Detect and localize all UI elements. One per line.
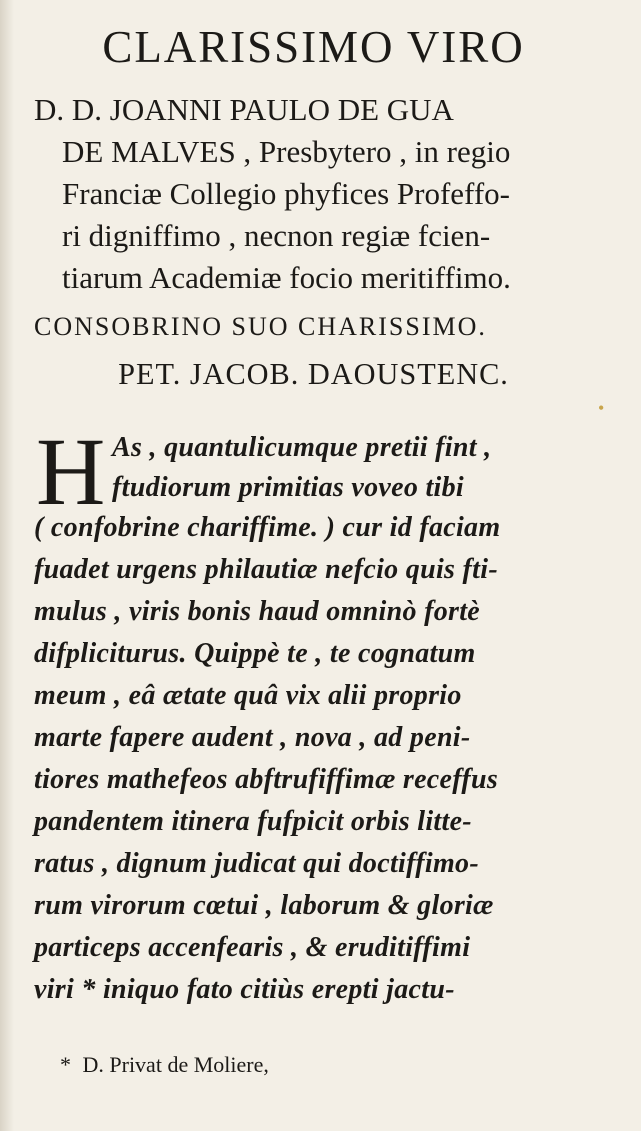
body-line: meum , eâ ætate quâ vix alii proprio xyxy=(34,680,462,711)
address-line-4: ri digniffimo , necnon regiæ fcien- xyxy=(62,218,491,253)
body-line: ( confobrine chariffime. ) cur id faciam xyxy=(34,512,501,543)
footnote-text: D. Privat de Moliere, xyxy=(82,1052,269,1077)
footnote xyxy=(60,1052,269,1078)
body-line: mulus , viris bonis haud omninò fortè xyxy=(34,596,481,627)
address-line-3: Franciæ Collegio phyfices Profeffo- xyxy=(62,176,510,211)
body-line: particeps accenfearis , & eruditiffimi xyxy=(34,932,471,963)
dedicator-line: CONSOBRINO SUO CHARISSIMO. xyxy=(34,312,487,341)
address-line-1: D. D. JOANNI PAULO DE GUA xyxy=(34,92,454,127)
body-line: tiores mathefeos abftrufiffimæ receffus xyxy=(34,764,499,795)
body-line: marte fapere audent , nova , ad peni- xyxy=(34,722,471,753)
drop-capital: H xyxy=(36,418,106,525)
body-line: viri * iniquo fato citiùs erepti jactu- xyxy=(34,974,455,1005)
page-gutter-shadow xyxy=(0,0,14,1131)
author-name: PET. JACOB. DAOUSTENC. xyxy=(118,356,509,391)
address-line-2: DE MALVES , Presbytero , in regio xyxy=(62,134,511,169)
body-line: ftudiorum primitias voveo tibi xyxy=(112,472,465,503)
body-line: pandentem itinera fufpicit orbis litte- xyxy=(34,806,472,837)
body-line: As , quantulicumque pretii fint , xyxy=(112,432,492,463)
body-line: ratus , dignum judicat qui doctiffimo- xyxy=(34,848,479,879)
footnote-marker: * xyxy=(60,1052,71,1077)
address-line-5: tiarum Academiæ focio meritiffimo. xyxy=(62,260,511,295)
ornament-dot: • xyxy=(598,398,605,418)
body-line: difpliciturus. Quippè te , te cognatum xyxy=(34,638,476,669)
body-line: rum virorum cœtui , laborum & gloriæ xyxy=(34,890,494,921)
dedication-title: CLARISSIMO VIRO xyxy=(102,21,525,72)
body-line: fuadet urgens philautiæ nefcio quis fti- xyxy=(34,554,498,585)
